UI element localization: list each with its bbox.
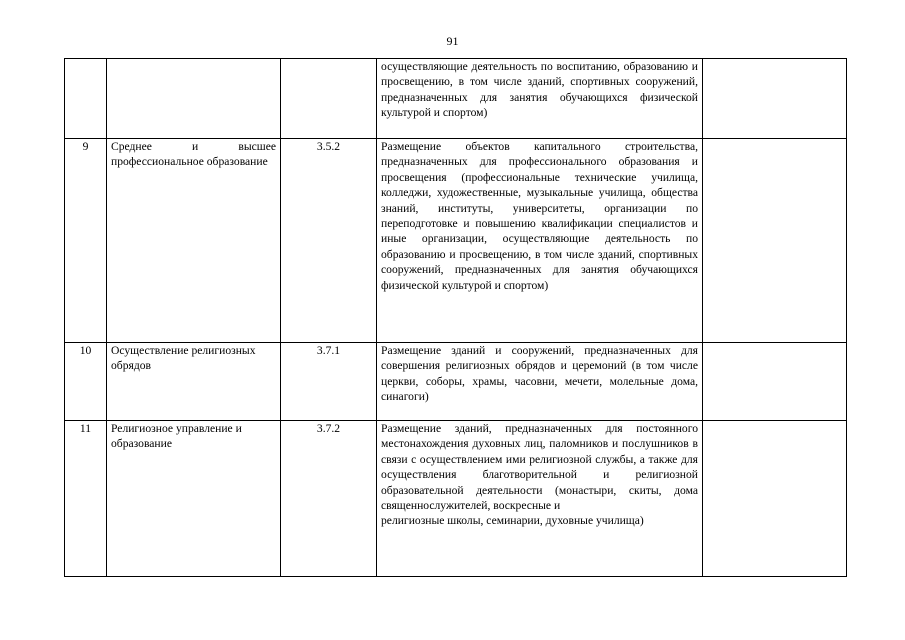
use-type-name: Религиозное управление и образование [107, 421, 281, 577]
table-row [65, 343, 847, 421]
row-number [65, 59, 107, 139]
land-use-table [64, 58, 847, 577]
use-type-code: 3.7.1 [281, 343, 377, 421]
use-type-description: Размещение зданий и сооружений, предназначенных для совершения религиозных обрядов и церемоний (в том числе церкви, соборы, храмы, часовни, мечети, молельные дома, синагоги) [377, 343, 703, 421]
table-row [65, 59, 847, 139]
use-type-code: 3.5.2 [281, 139, 377, 343]
use-type-description: осуществляющие деятельность по воспитанию, образованию и просвещению, в том числе зданий, спортивных сооружений, предназначенных для занятия обучающихся физической культурой и спортом) [377, 59, 703, 139]
extra-cell [703, 59, 847, 139]
description-part: религиозные школы, семинарии, духовные училища) [381, 514, 644, 528]
use-type-description [377, 421, 703, 577]
use-type-name [107, 59, 281, 139]
use-type-name: Среднее и высшее профессиональное образование [107, 139, 281, 343]
extra-cell [703, 139, 847, 343]
table-row [65, 139, 847, 343]
row-number: 11 [65, 421, 107, 577]
use-type-description: Размещение объектов капитального строительства, предназначенных для профессионального образования и просвещения (профессиональные технические училища, колледжи, художественные, музыкальные училища, общества знаний, институты, университеты, организации по переподготовке и повышению квалификации специалистов и иные организации, осуществляющие деятельность по образованию и просвещению, в том числе зданий, спортивных сооружений, предназначенных для занятия обучающихся физической культурой и спортом) [377, 139, 703, 343]
use-type-code: 3.7.2 [281, 421, 377, 577]
use-type-code [281, 59, 377, 139]
extra-cell [703, 343, 847, 421]
extra-cell [703, 421, 847, 577]
description-part: Размещение зданий, предназначенных для постоянного местонахождения духовных лиц, паломников и послушников в связи с осуществлением ими религиозной службы, а также для осуществления благотворительной и религиозной образовательной деятельности (монастыри, скиты, дома священнослужителей, воскресные и [381, 422, 698, 513]
row-number: 9 [65, 139, 107, 343]
row-number: 10 [65, 343, 107, 421]
use-type-name: Осуществление религиозных обрядов [107, 343, 281, 421]
page-number: 91 [446, 34, 459, 48]
table-row [65, 421, 847, 577]
